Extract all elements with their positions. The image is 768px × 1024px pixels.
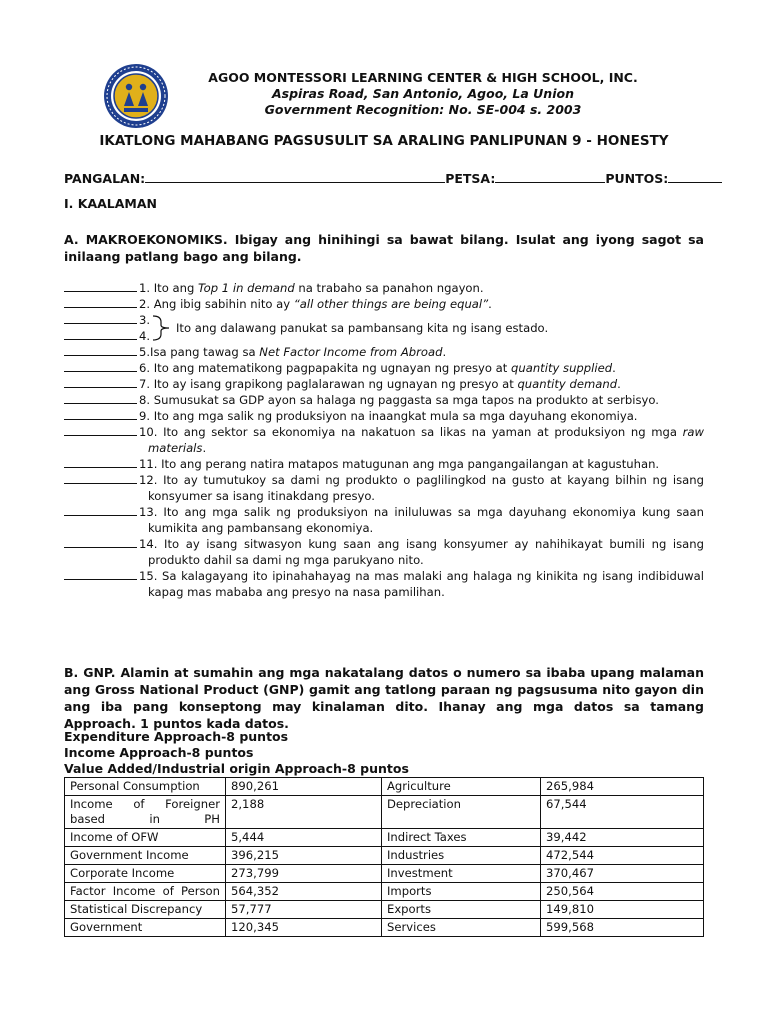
score-label: PUNTOS: <box>605 171 669 186</box>
score-blank[interactable] <box>668 170 722 183</box>
table-cell: Income of Foreigner based in PH <box>65 796 226 829</box>
school-address: Aspiras Road, San Antonio, Agoo, La Union <box>272 86 574 101</box>
table-cell: 265,984 <box>541 778 704 796</box>
table-cell: Exports <box>382 901 541 919</box>
table-cell: Industries <box>382 847 541 865</box>
question-item: 12. Ito ay tumutukoy sa dami ng produkto o paglilingkod na gusto at kayang bilhin ng isang konsyumer sa isang itinakdang presyo. <box>64 472 704 504</box>
school-name: AGOO MONTESSORI LEARNING CENTER & HIGH SCHOOL, INC. <box>208 70 638 85</box>
table-cell: Government <box>65 919 226 937</box>
approach-list <box>64 729 409 777</box>
table-cell: 370,467 <box>541 865 704 883</box>
question-item: 2. Ang ibig sabihin nito ay “all other things are being equal”. <box>64 296 704 312</box>
table-row <box>65 901 704 919</box>
table-cell: Services <box>382 919 541 937</box>
table-cell: Government Income <box>65 847 226 865</box>
table-cell: 890,261 <box>226 778 382 796</box>
table-cell: 472,544 <box>541 847 704 865</box>
table-row <box>65 829 704 847</box>
table-cell: 273,799 <box>226 865 382 883</box>
answer-blank[interactable] <box>64 361 137 372</box>
exam-title: IKATLONG MAHABANG PAGSUSULIT SA ARALING PANLIPUNAN 9 - HONESTY <box>99 133 669 149</box>
table-cell: Income of OFW <box>65 829 226 847</box>
name-label: PANGALAN: <box>64 171 146 186</box>
table-cell: 149,810 <box>541 901 704 919</box>
question-item: 13. Ito ang mga salik ng produksiyon na iniluluwas sa mga dayuhang ekonomiya kung saan kumikita ang pambansang ekonomiya. <box>64 504 704 536</box>
question-list <box>64 280 704 600</box>
question-item: 11. Ito ang perang natira matapos matugunan ang mga pangangailangan at kagustuhan. <box>64 456 704 472</box>
table-row <box>65 796 704 829</box>
table-row <box>65 919 704 937</box>
table-cell: Investment <box>382 865 541 883</box>
answer-blank[interactable] <box>64 329 137 340</box>
date-blank[interactable] <box>495 170 605 183</box>
question-item: 8. Sumusukat sa GDP ayon sa halaga ng paggasta sa mga tapos na produkto at serbisyo. <box>64 392 704 408</box>
section-a-heading: A. MAKROEKONOMIKS. Ibigay ang hinihingi sa bawat bilang. Isulat ang iyong sagot sa inilaang patlang bago ang bilang. <box>64 232 704 264</box>
answer-blank[interactable] <box>64 425 137 436</box>
question-item: 1. Ito ang Top 1 in demand na trabaho sa panahon ngayon. <box>64 280 704 296</box>
table-cell: Factor Income of Person <box>65 883 226 901</box>
section-i-heading: I. KAALAMAN <box>64 196 157 211</box>
name-blank[interactable] <box>145 170 445 183</box>
answer-blank[interactable] <box>64 313 137 324</box>
table-cell: Indirect Taxes <box>382 829 541 847</box>
answer-blank[interactable] <box>64 457 137 468</box>
question-item: 15. Sa kalagayang ito ipinahahayag na mas malaki ang halaga ng kinikita ng isang indibiduwal kapag mas mababa ang presyo na nasa pamilihan. <box>64 568 704 600</box>
section-b-heading: B. GNP. Alamin at sumahin ang mga nakatalang datos o numero sa ibaba upang malaman ang Gross National Product (GNP) gamit ang tatlong paraan ng pagsusuma nito gayon din ang iba pang konseptong may kinalaman dito. Ihanay ang mga datos sa tamang Approach. 1 puntos kada datos. <box>64 665 704 731</box>
school-header <box>102 62 662 132</box>
table-cell: 67,544 <box>541 796 704 829</box>
table-row <box>65 883 704 901</box>
gnp-data-table <box>64 777 704 937</box>
table-cell: 599,568 <box>541 919 704 937</box>
table-row <box>65 865 704 883</box>
answer-blank[interactable] <box>64 393 137 404</box>
government-recognition: Government Recognition: No. SE-004 s. 2003 <box>264 102 582 117</box>
date-field[interactable] <box>445 170 605 186</box>
curly-brace-icon <box>151 314 173 342</box>
table-cell: 5,444 <box>226 829 382 847</box>
date-label: PETSA: <box>445 171 496 186</box>
answer-blank[interactable] <box>64 409 137 420</box>
approach-expenditure: Expenditure Approach-8 puntos <box>64 729 289 744</box>
question-item: 10. Ito ang sektor sa ekonomiya na nakatuon sa likas na yaman at produksiyon ng mga raw materials. <box>64 424 704 456</box>
table-cell: 57,777 <box>226 901 382 919</box>
question-item-pair: 3. 4. Ito ang dalawang panukat sa pambansang kita ng isang estado. <box>64 312 704 344</box>
school-seal-icon <box>102 62 170 130</box>
question-item: 5.Isa pang tawag sa Net Factor Income from Abroad. <box>64 344 704 360</box>
question-item: 9. Ito ang mga salik ng produksiyon na inaangkat mula sa mga dayuhang ekonomiya. <box>64 408 704 424</box>
table-cell: Agriculture <box>382 778 541 796</box>
name-field[interactable] <box>64 170 445 186</box>
answer-blank[interactable] <box>64 297 137 308</box>
table-cell: 250,564 <box>541 883 704 901</box>
answer-blank[interactable] <box>64 377 137 388</box>
table-row <box>65 778 704 796</box>
table-cell: Personal Consumption <box>65 778 226 796</box>
table-cell: Corporate Income <box>65 865 226 883</box>
table-cell: Imports <box>382 883 541 901</box>
approach-income: Income Approach-8 puntos <box>64 745 254 760</box>
answer-blank[interactable] <box>64 569 137 580</box>
table-cell: 396,215 <box>226 847 382 865</box>
answer-blank[interactable] <box>64 281 137 292</box>
table-cell: 120,345 <box>226 919 382 937</box>
table-row <box>65 847 704 865</box>
answer-blank[interactable] <box>64 345 137 356</box>
table-cell: Depreciation <box>382 796 541 829</box>
answer-blank[interactable] <box>64 537 137 548</box>
question-item: 14. Ito ay isang sitwasyon kung saan ang isang konsyumer ay nahihikayat bumili ng isang produkto dahil sa dami ng mga parukyano nito. <box>64 536 704 568</box>
question-item: 7. Ito ay isang grapikong paglalarawan ng ugnayan ng presyo at quantity demand. <box>64 376 704 392</box>
table-cell: 2,188 <box>226 796 382 829</box>
answer-blank[interactable] <box>64 473 137 484</box>
student-info-line <box>64 170 704 186</box>
table-cell: 564,352 <box>226 883 382 901</box>
table-cell: 39,442 <box>541 829 704 847</box>
answer-blank[interactable] <box>64 505 137 516</box>
score-field[interactable] <box>605 170 722 186</box>
table-cell: Statistical Discrepancy <box>65 901 226 919</box>
question-item: 6. Ito ang matematikong pagpapakita ng ugnayan ng presyo at quantity supplied. <box>64 360 704 376</box>
approach-value-added: Value Added/Industrial origin Approach-8 puntos <box>64 761 409 776</box>
